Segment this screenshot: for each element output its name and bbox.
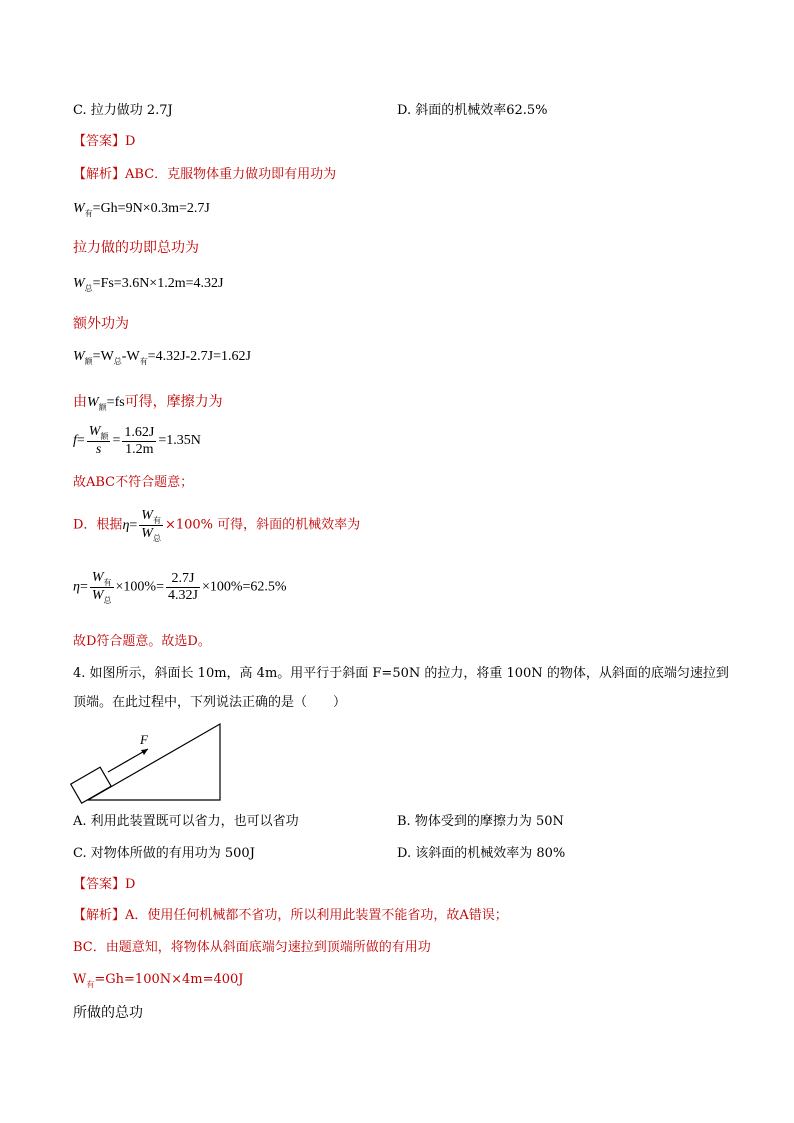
answer-value: D bbox=[125, 877, 136, 892]
eq-rhs: =Gh=100N×4m=400J bbox=[94, 972, 244, 987]
eq-rhs: ×100%=62.5% bbox=[201, 579, 287, 595]
q4-analysis-a bbox=[73, 907, 508, 925]
analysis-text: ABC．克服物体重力做功即有用功为 bbox=[125, 167, 337, 182]
text-friction-intro bbox=[73, 393, 223, 413]
eq-part: -W bbox=[121, 349, 140, 364]
eq-symbol: W bbox=[73, 276, 85, 291]
q4-answer bbox=[73, 876, 135, 894]
q4-stem-line1: 4. 如图所示，斜面长 10m，高 4m。用平行于斜面 F=50N 的拉力，将重 100N 的物体，从斜面的底端匀速拉到 bbox=[73, 666, 729, 681]
fraction bbox=[122, 425, 156, 458]
eq-rhs: =Gh=9N×0.3m=2.7J bbox=[92, 201, 210, 216]
eq-subscript: 有 bbox=[103, 578, 112, 587]
eq-part: =W bbox=[92, 349, 114, 364]
text-d-correct: 故D符合题意。故选D。 bbox=[73, 634, 211, 649]
text-part: ×100% 可得，斜面的机械效率为 bbox=[164, 517, 361, 533]
eq-symbol: W bbox=[141, 526, 153, 541]
equation-friction: f= $\frac{W_额}{s}$ = $\frac{1.62J}{1.2m}$ =1.35N bbox=[73, 424, 201, 457]
q4-text-total-work: 所做的总功 bbox=[73, 1005, 143, 1021]
eq-part: =fs bbox=[106, 395, 125, 410]
eq-symbol: W bbox=[87, 395, 99, 410]
text-extra-work: 额外功为 bbox=[73, 316, 129, 332]
fraction bbox=[139, 508, 163, 543]
eq-symbol: W bbox=[91, 588, 104, 603]
eq-symbol: W bbox=[73, 201, 85, 216]
text-part: 由 bbox=[73, 394, 87, 410]
fraction bbox=[87, 424, 111, 458]
q3-analysis-intro bbox=[73, 166, 336, 184]
q4-option-c: C. 对物体所做的有用功为 500J bbox=[73, 846, 255, 861]
eq-subscript: 有 bbox=[86, 980, 95, 989]
eq-rhs: =Fs=3.6N×1.2m=4.32J bbox=[92, 276, 224, 291]
eq-symbol: f bbox=[73, 433, 77, 449]
eq-rhs: =4.32J-2.7J=1.62J bbox=[147, 349, 251, 364]
eq-subscript: 总 bbox=[113, 357, 122, 366]
eq-symbol: W bbox=[88, 424, 101, 439]
eq-subscript: 额 bbox=[98, 403, 107, 412]
frac-num: 2.7J bbox=[166, 571, 200, 588]
q3-option-c: C. 拉力做功 2.7J bbox=[73, 103, 173, 118]
equation-efficiency: η= $\frac{W_有}{W_总}$ ×100%= $\frac{2.7J}{4.32J}$ ×100%=62.5% bbox=[73, 570, 287, 605]
eq-symbol: η bbox=[73, 579, 80, 595]
eq-symbol: η bbox=[122, 517, 130, 533]
equation-extra-work bbox=[73, 348, 251, 367]
text-part: 可得，摩擦力为 bbox=[124, 394, 223, 410]
eq-symbol: W bbox=[141, 508, 153, 523]
eq-subscript: 总 bbox=[152, 534, 161, 543]
eq-subscript: 有 bbox=[152, 516, 161, 525]
eq-subscript: 额 bbox=[100, 432, 109, 441]
eq-symbol: W bbox=[91, 570, 104, 585]
eq-subscript: 总 bbox=[103, 596, 112, 605]
q3-answer bbox=[73, 133, 135, 151]
text-d-intro: D．根据η= $\frac{W_有}{W_总}$ ×100% 可得，斜面的机械效率为 bbox=[73, 508, 361, 543]
text-abc-wrong: 故ABC不符合题意； bbox=[73, 475, 194, 490]
fraction bbox=[166, 571, 200, 604]
analysis-label: 【解析】 bbox=[73, 167, 126, 182]
text-total-work: 拉力做的功即总功为 bbox=[73, 240, 199, 256]
eq-subscript: 总 bbox=[84, 284, 93, 293]
text-part: D．根据 bbox=[73, 517, 123, 533]
eq-subscript: 额 bbox=[84, 357, 93, 366]
eq-part: ×100%= bbox=[115, 579, 164, 595]
fraction bbox=[90, 570, 114, 605]
frac-den: 1.2m bbox=[125, 441, 154, 457]
frac-num: 1.62J bbox=[124, 424, 155, 440]
equation-total-work bbox=[73, 275, 223, 294]
frac-den: 4.32J bbox=[167, 588, 198, 603]
q4-option-a: A. 利用此装置既可以省力，也可以省功 bbox=[73, 814, 299, 829]
eq-rhs: =1.35N bbox=[158, 433, 201, 449]
eq-symbol: W bbox=[73, 349, 85, 364]
eq-subscript: 有 bbox=[84, 209, 93, 218]
q4-equation-useful-work bbox=[73, 971, 244, 990]
q4-option-d: D. 该斜面的机械效率为 80% bbox=[397, 846, 566, 861]
eq-symbol: W bbox=[73, 972, 87, 987]
answer-value: D bbox=[125, 134, 136, 149]
q4-stem-line2: 顶端。在此过程中，下列说法正确的是（ ） bbox=[73, 695, 347, 710]
incline-figure bbox=[70, 720, 230, 805]
analysis-text: A．使用任何机械都不省功，所以利用此装置不能省功，故A错误； bbox=[125, 908, 508, 923]
analysis-label: 【解析】 bbox=[73, 908, 126, 923]
q4-analysis-bc: BC．由题意知，将物体从斜面底端匀速拉到顶端所做的有用功 bbox=[73, 940, 431, 955]
answer-label: 【答案】 bbox=[73, 877, 126, 892]
q3-option-d: D. 斜面的机械效率62.5% bbox=[397, 103, 548, 118]
eq-symbol: s bbox=[95, 442, 102, 457]
answer-label: 【答案】 bbox=[73, 134, 126, 149]
force-label: F bbox=[140, 732, 148, 747]
eq-subscript: 有 bbox=[139, 357, 148, 366]
equation-useful-work bbox=[73, 200, 210, 219]
q4-option-b: B. 物体受到的摩擦力为 50N bbox=[397, 814, 564, 829]
block bbox=[71, 767, 111, 803]
